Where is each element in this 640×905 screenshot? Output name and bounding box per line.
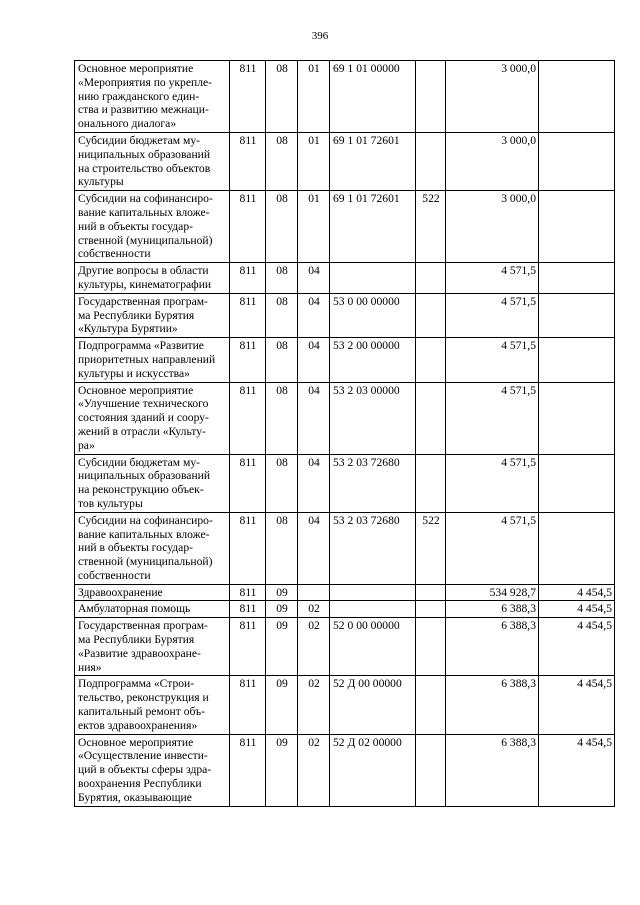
amount-cell: 6 388,3 bbox=[446, 618, 539, 676]
ministry-code-cell: 811 bbox=[230, 454, 266, 512]
ministry-code-cell: 811 bbox=[230, 618, 266, 676]
table-row bbox=[75, 382, 615, 454]
expense-type-cell bbox=[416, 338, 446, 382]
program-code-cell bbox=[330, 601, 416, 618]
section-code-cell: 08 bbox=[266, 512, 298, 584]
section-code-cell: 08 bbox=[266, 338, 298, 382]
extra-amount-cell: 4 454,5 bbox=[539, 676, 615, 734]
extra-amount-cell: 4 454,5 bbox=[539, 601, 615, 618]
row-name-cell: Субсидии на софинансиро- вание капитальных вложе- ний в объекты государ- ственной (муниципальной) собственности bbox=[75, 191, 230, 263]
program-code-cell: 53 2 00 00000 bbox=[330, 338, 416, 382]
subsection-code-cell: 01 bbox=[298, 132, 330, 190]
row-name-cell: Здравоохранение bbox=[75, 584, 230, 601]
expense-type-cell: 522 bbox=[416, 191, 446, 263]
section-code-cell: 09 bbox=[266, 618, 298, 676]
amount-cell: 6 388,3 bbox=[446, 601, 539, 618]
program-code-cell: 69 1 01 72601 bbox=[330, 132, 416, 190]
subsection-code-cell: 04 bbox=[298, 382, 330, 454]
ministry-code-cell: 811 bbox=[230, 191, 266, 263]
expense-type-cell bbox=[416, 601, 446, 618]
extra-amount-cell bbox=[539, 338, 615, 382]
amount-cell: 4 571,5 bbox=[446, 263, 539, 294]
table-row bbox=[75, 191, 615, 263]
section-code-cell: 08 bbox=[266, 454, 298, 512]
section-code-cell: 09 bbox=[266, 584, 298, 601]
program-code-cell bbox=[330, 263, 416, 294]
budget-table bbox=[74, 60, 615, 807]
table-row bbox=[75, 618, 615, 676]
subsection-code-cell: 04 bbox=[298, 263, 330, 294]
extra-amount-cell bbox=[539, 132, 615, 190]
subsection-code-cell: 02 bbox=[298, 601, 330, 618]
ministry-code-cell: 811 bbox=[230, 601, 266, 618]
extra-amount-cell: 4 454,5 bbox=[539, 618, 615, 676]
expense-type-cell bbox=[416, 132, 446, 190]
table-row bbox=[75, 263, 615, 294]
program-code-cell bbox=[330, 584, 416, 601]
amount-cell: 3 000,0 bbox=[446, 61, 539, 133]
extra-amount-cell bbox=[539, 293, 615, 337]
amount-cell: 534 928,7 bbox=[446, 584, 539, 601]
subsection-code-cell: 02 bbox=[298, 734, 330, 806]
table-row bbox=[75, 132, 615, 190]
program-code-cell: 53 2 03 00000 bbox=[330, 382, 416, 454]
expense-type-cell bbox=[416, 734, 446, 806]
amount-cell: 4 571,5 bbox=[446, 454, 539, 512]
program-code-cell: 53 2 03 72680 bbox=[330, 454, 416, 512]
row-name-cell: Основное мероприятие «Улучшение технического состояния зданий и соору- жений в отрасли «Культу- ра» bbox=[75, 382, 230, 454]
row-name-cell: Государственная програм- ма Республики Бурятия «Развитие здравоохране- ния» bbox=[75, 618, 230, 676]
ministry-code-cell: 811 bbox=[230, 132, 266, 190]
table-row bbox=[75, 512, 615, 584]
table-row bbox=[75, 601, 615, 618]
section-code-cell: 09 bbox=[266, 676, 298, 734]
section-code-cell: 08 bbox=[266, 263, 298, 294]
ministry-code-cell: 811 bbox=[230, 293, 266, 337]
ministry-code-cell: 811 bbox=[230, 734, 266, 806]
amount-cell: 4 571,5 bbox=[446, 382, 539, 454]
program-code-cell: 53 2 03 72680 bbox=[330, 512, 416, 584]
subsection-code-cell: 02 bbox=[298, 676, 330, 734]
expense-type-cell bbox=[416, 676, 446, 734]
section-code-cell: 08 bbox=[266, 382, 298, 454]
subsection-code-cell: 04 bbox=[298, 338, 330, 382]
section-code-cell: 08 bbox=[266, 61, 298, 133]
row-name-cell: Субсидии бюджетам му- ниципальных образований на реконструкцию объек- тов культуры bbox=[75, 454, 230, 512]
extra-amount-cell bbox=[539, 512, 615, 584]
expense-type-cell bbox=[416, 263, 446, 294]
table-row bbox=[75, 293, 615, 337]
amount-cell: 6 388,3 bbox=[446, 676, 539, 734]
subsection-code-cell: 04 bbox=[298, 293, 330, 337]
subsection-code-cell: 01 bbox=[298, 61, 330, 133]
row-name-cell: Подпрограмма «Строи- тельство, реконструкция и капитальный ремонт объ- ектов здравоохранения» bbox=[75, 676, 230, 734]
section-code-cell: 09 bbox=[266, 601, 298, 618]
program-code-cell: 53 0 00 00000 bbox=[330, 293, 416, 337]
expense-type-cell bbox=[416, 293, 446, 337]
ministry-code-cell: 811 bbox=[230, 61, 266, 133]
section-code-cell: 08 bbox=[266, 293, 298, 337]
section-code-cell: 09 bbox=[266, 734, 298, 806]
program-code-cell: 69 1 01 00000 bbox=[330, 61, 416, 133]
extra-amount-cell: 4 454,5 bbox=[539, 734, 615, 806]
ministry-code-cell: 811 bbox=[230, 382, 266, 454]
extra-amount-cell bbox=[539, 382, 615, 454]
amount-cell: 3 000,0 bbox=[446, 191, 539, 263]
subsection-code-cell: 04 bbox=[298, 512, 330, 584]
page-number: 396 bbox=[311, 30, 329, 42]
expense-type-cell bbox=[416, 382, 446, 454]
row-name-cell: Субсидии бюджетам му- ниципальных образований на строительство объектов культуры bbox=[75, 132, 230, 190]
row-name-cell: Подпрограмма «Развитие приоритетных направлений культуры и искусства» bbox=[75, 338, 230, 382]
table-row bbox=[75, 734, 615, 806]
extra-amount-cell bbox=[539, 191, 615, 263]
program-code-cell: 52 Д 02 00000 bbox=[330, 734, 416, 806]
extra-amount-cell bbox=[539, 263, 615, 294]
row-name-cell: Основное мероприятие «Осуществление инвести- ций в объекты сферы здра- воохранения Республики Бурятия, оказывающие bbox=[75, 734, 230, 806]
program-code-cell: 69 1 01 72601 bbox=[330, 191, 416, 263]
expense-type-cell bbox=[416, 454, 446, 512]
ministry-code-cell: 811 bbox=[230, 584, 266, 601]
table-row bbox=[75, 338, 615, 382]
expense-type-cell: 522 bbox=[416, 512, 446, 584]
ministry-code-cell: 811 bbox=[230, 263, 266, 294]
subsection-code-cell: 01 bbox=[298, 191, 330, 263]
amount-cell: 3 000,0 bbox=[446, 132, 539, 190]
program-code-cell: 52 0 00 00000 bbox=[330, 618, 416, 676]
extra-amount-cell bbox=[539, 454, 615, 512]
extra-amount-cell bbox=[539, 61, 615, 133]
expense-type-cell bbox=[416, 61, 446, 133]
row-name-cell: Амбулаторная помощь bbox=[75, 601, 230, 618]
table-row bbox=[75, 454, 615, 512]
row-name-cell: Государственная програм- ма Республики Бурятия «Культура Бурятии» bbox=[75, 293, 230, 337]
section-code-cell: 08 bbox=[266, 191, 298, 263]
subsection-code-cell: 04 bbox=[298, 454, 330, 512]
expense-type-cell bbox=[416, 618, 446, 676]
amount-cell: 4 571,5 bbox=[446, 338, 539, 382]
row-name-cell: Субсидии на софинансиро- вание капитальных вложе- ний в объекты государ- ственной (муниципальной) собственности bbox=[75, 512, 230, 584]
table-row bbox=[75, 676, 615, 734]
section-code-cell: 08 bbox=[266, 132, 298, 190]
amount-cell: 6 388,3 bbox=[446, 734, 539, 806]
row-name-cell: Основное мероприятие «Мероприятия по укрепле- нию гражданского един- ства и развитию межнаци- онального диалога» bbox=[75, 61, 230, 133]
amount-cell: 4 571,5 bbox=[446, 512, 539, 584]
ministry-code-cell: 811 bbox=[230, 676, 266, 734]
row-name-cell: Другие вопросы в области культуры, кинематографии bbox=[75, 263, 230, 294]
extra-amount-cell: 4 454,5 bbox=[539, 584, 615, 601]
expense-type-cell bbox=[416, 584, 446, 601]
ministry-code-cell: 811 bbox=[230, 512, 266, 584]
table-row bbox=[75, 584, 615, 601]
amount-cell: 4 571,5 bbox=[446, 293, 539, 337]
table-row bbox=[75, 61, 615, 133]
subsection-code-cell: 02 bbox=[298, 618, 330, 676]
subsection-code-cell bbox=[298, 584, 330, 601]
ministry-code-cell: 811 bbox=[230, 338, 266, 382]
program-code-cell: 52 Д 00 00000 bbox=[330, 676, 416, 734]
